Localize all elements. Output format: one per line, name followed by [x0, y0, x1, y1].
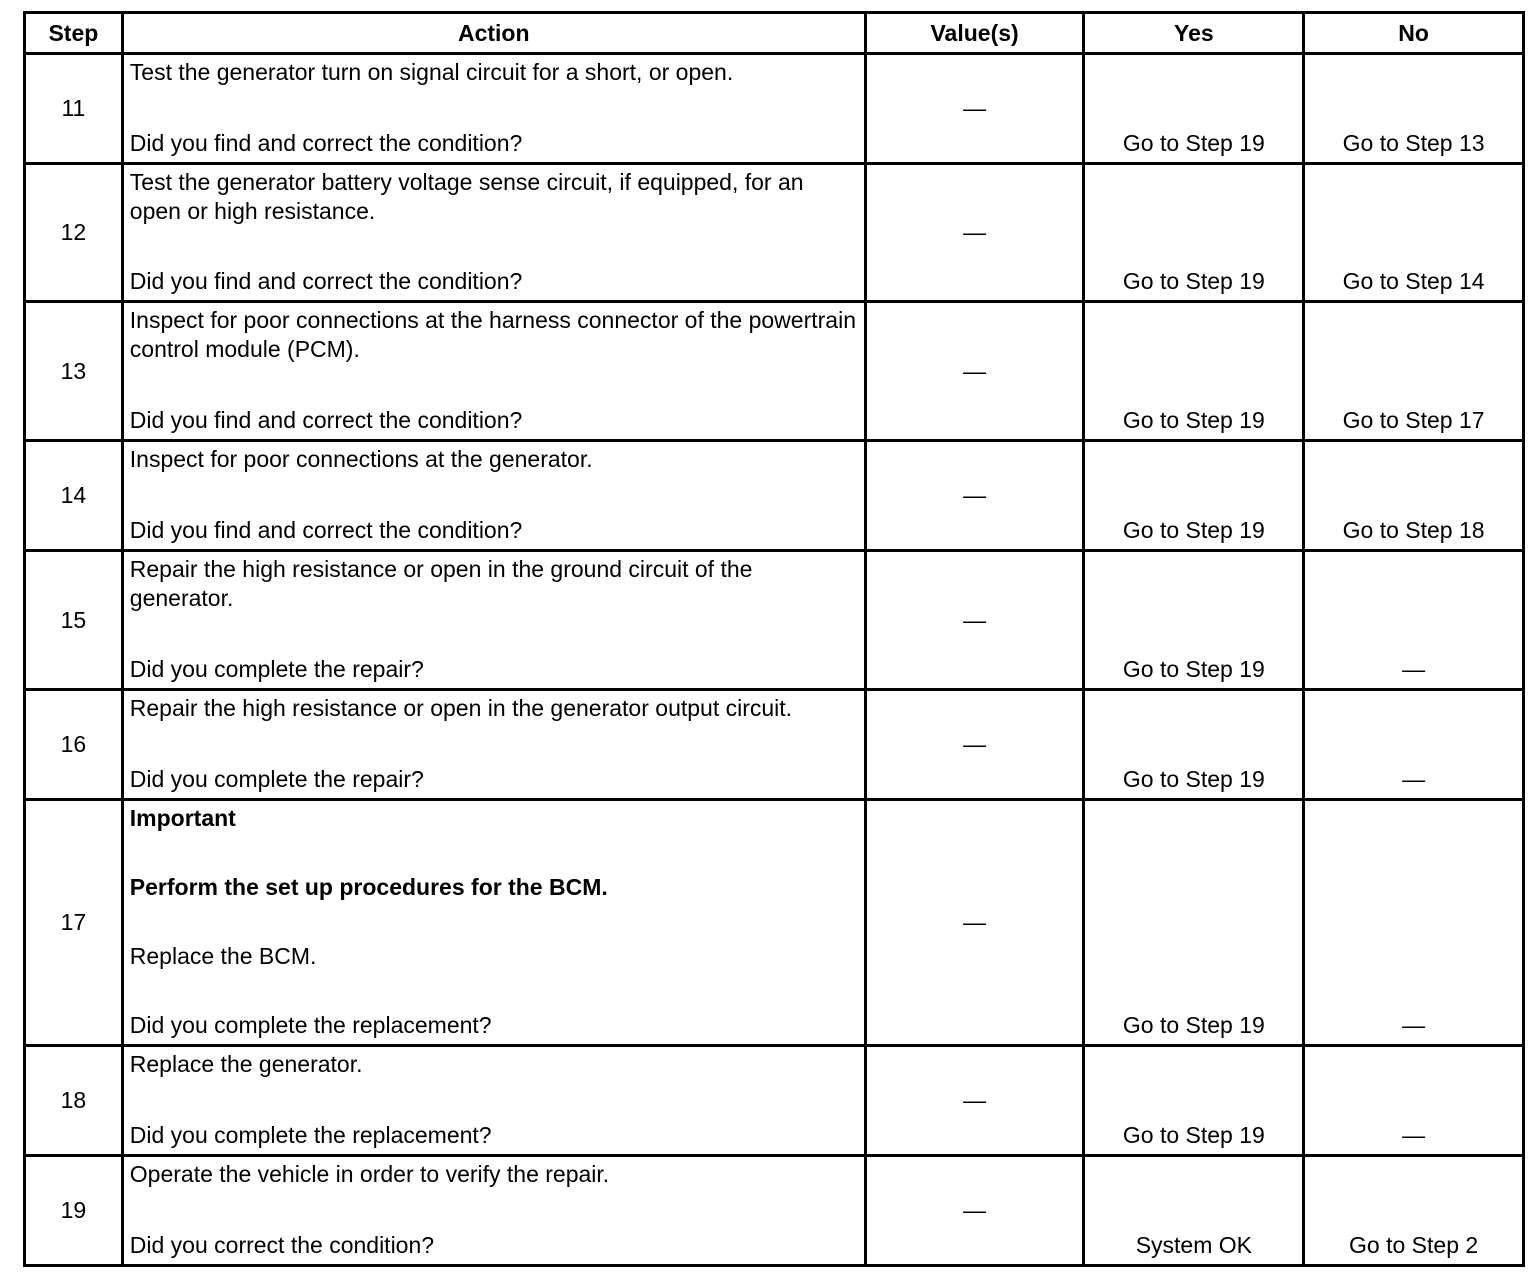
- table-row: [25, 1156, 1524, 1266]
- yes-cell: Go to Step 19: [1084, 800, 1304, 1046]
- value-cell: —: [865, 54, 1084, 164]
- no-cell: —: [1304, 1046, 1524, 1156]
- step-number: 11: [25, 54, 123, 164]
- yes-cell: Go to Step 19: [1084, 1046, 1304, 1156]
- table-row: [25, 164, 1524, 302]
- yes-cell: Go to Step 19: [1084, 164, 1304, 302]
- no-cell: Go to Step 17: [1304, 302, 1524, 441]
- step-number: 12: [25, 164, 123, 302]
- no-cell: —: [1304, 551, 1524, 690]
- table-row: [25, 1046, 1524, 1156]
- action-question: Did you find and correct the condition?: [129, 407, 523, 433]
- no-cell: —: [1304, 690, 1524, 800]
- action-question: Did you find and correct the condition?: [129, 130, 523, 156]
- diagnostic-table: [23, 11, 1525, 1267]
- action-text: Replace the generator.: [129, 1051, 363, 1077]
- important-label: Important: [129, 805, 236, 831]
- action-cell: [122, 164, 865, 302]
- step-number: 16: [25, 690, 123, 800]
- action-cell: [122, 1156, 865, 1266]
- action-cell: [122, 54, 865, 164]
- step-number: 17: [25, 800, 123, 1046]
- value-cell: —: [865, 800, 1084, 1046]
- no-cell: Go to Step 18: [1304, 441, 1524, 551]
- header-no: No: [1304, 13, 1524, 54]
- yes-cell: System OK: [1084, 1156, 1304, 1266]
- step-number: 14: [25, 441, 123, 551]
- action-text: Test the generator battery voltage sense circuit, if equipped, for an open or high resistance.: [129, 169, 804, 224]
- action-text: Test the generator turn on signal circuit for a short, or open.: [129, 59, 734, 85]
- table-row: [25, 800, 1524, 1046]
- header-action: Action: [122, 13, 865, 54]
- value-cell: —: [865, 1156, 1084, 1266]
- action-text: Replace the BCM.: [129, 943, 317, 969]
- value-cell: —: [865, 164, 1084, 302]
- action-cell: [122, 1046, 865, 1156]
- action-question: Did you complete the repair?: [129, 656, 424, 682]
- action-question: Did you find and correct the condition?: [129, 268, 523, 294]
- action-text: Repair the high resistance or open in the ground circuit of the generator.: [129, 556, 753, 611]
- action-cell: [122, 690, 865, 800]
- header-values: Value(s): [865, 13, 1084, 54]
- important-text: Perform the set up procedures for the BCM.: [129, 874, 608, 900]
- value-cell: —: [865, 302, 1084, 441]
- step-number: 15: [25, 551, 123, 690]
- table-row: [25, 441, 1524, 551]
- table-row: [25, 551, 1524, 690]
- action-question: Did you complete the replacement?: [129, 1122, 492, 1148]
- action-cell: [122, 551, 865, 690]
- header-step: Step: [25, 13, 123, 54]
- action-question: Did you complete the repair?: [129, 766, 424, 792]
- action-cell: [122, 800, 865, 1046]
- yes-cell: Go to Step 19: [1084, 302, 1304, 441]
- yes-cell: Go to Step 19: [1084, 441, 1304, 551]
- table-row: [25, 302, 1524, 441]
- value-cell: —: [865, 441, 1084, 551]
- value-cell: —: [865, 1046, 1084, 1156]
- action-cell: [122, 441, 865, 551]
- action-cell: [122, 302, 865, 441]
- step-number: 13: [25, 302, 123, 441]
- table-row: [25, 54, 1524, 164]
- action-text: Inspect for poor connections at the generator.: [129, 446, 593, 472]
- action-text: Inspect for poor connections at the harness connector of the powertrain control module (PCM).: [129, 307, 856, 362]
- no-cell: Go to Step 14: [1304, 164, 1524, 302]
- header-row: [25, 13, 1524, 54]
- table-row: [25, 690, 1524, 800]
- yes-cell: Go to Step 19: [1084, 54, 1304, 164]
- action-text: Operate the vehicle in order to verify the repair.: [129, 1161, 610, 1187]
- action-question: Did you correct the condition?: [129, 1232, 435, 1258]
- value-cell: —: [865, 551, 1084, 690]
- yes-cell: Go to Step 19: [1084, 690, 1304, 800]
- step-number: 18: [25, 1046, 123, 1156]
- yes-cell: Go to Step 19: [1084, 551, 1304, 690]
- action-text: Repair the high resistance or open in the generator output circuit.: [129, 695, 793, 721]
- no-cell: Go to Step 2: [1304, 1156, 1524, 1266]
- no-cell: Go to Step 13: [1304, 54, 1524, 164]
- step-number: 19: [25, 1156, 123, 1266]
- no-cell: —: [1304, 800, 1524, 1046]
- action-question: Did you complete the replacement?: [129, 1012, 492, 1038]
- header-yes: Yes: [1084, 13, 1304, 54]
- value-cell: —: [865, 690, 1084, 800]
- action-question: Did you find and correct the condition?: [129, 517, 523, 543]
